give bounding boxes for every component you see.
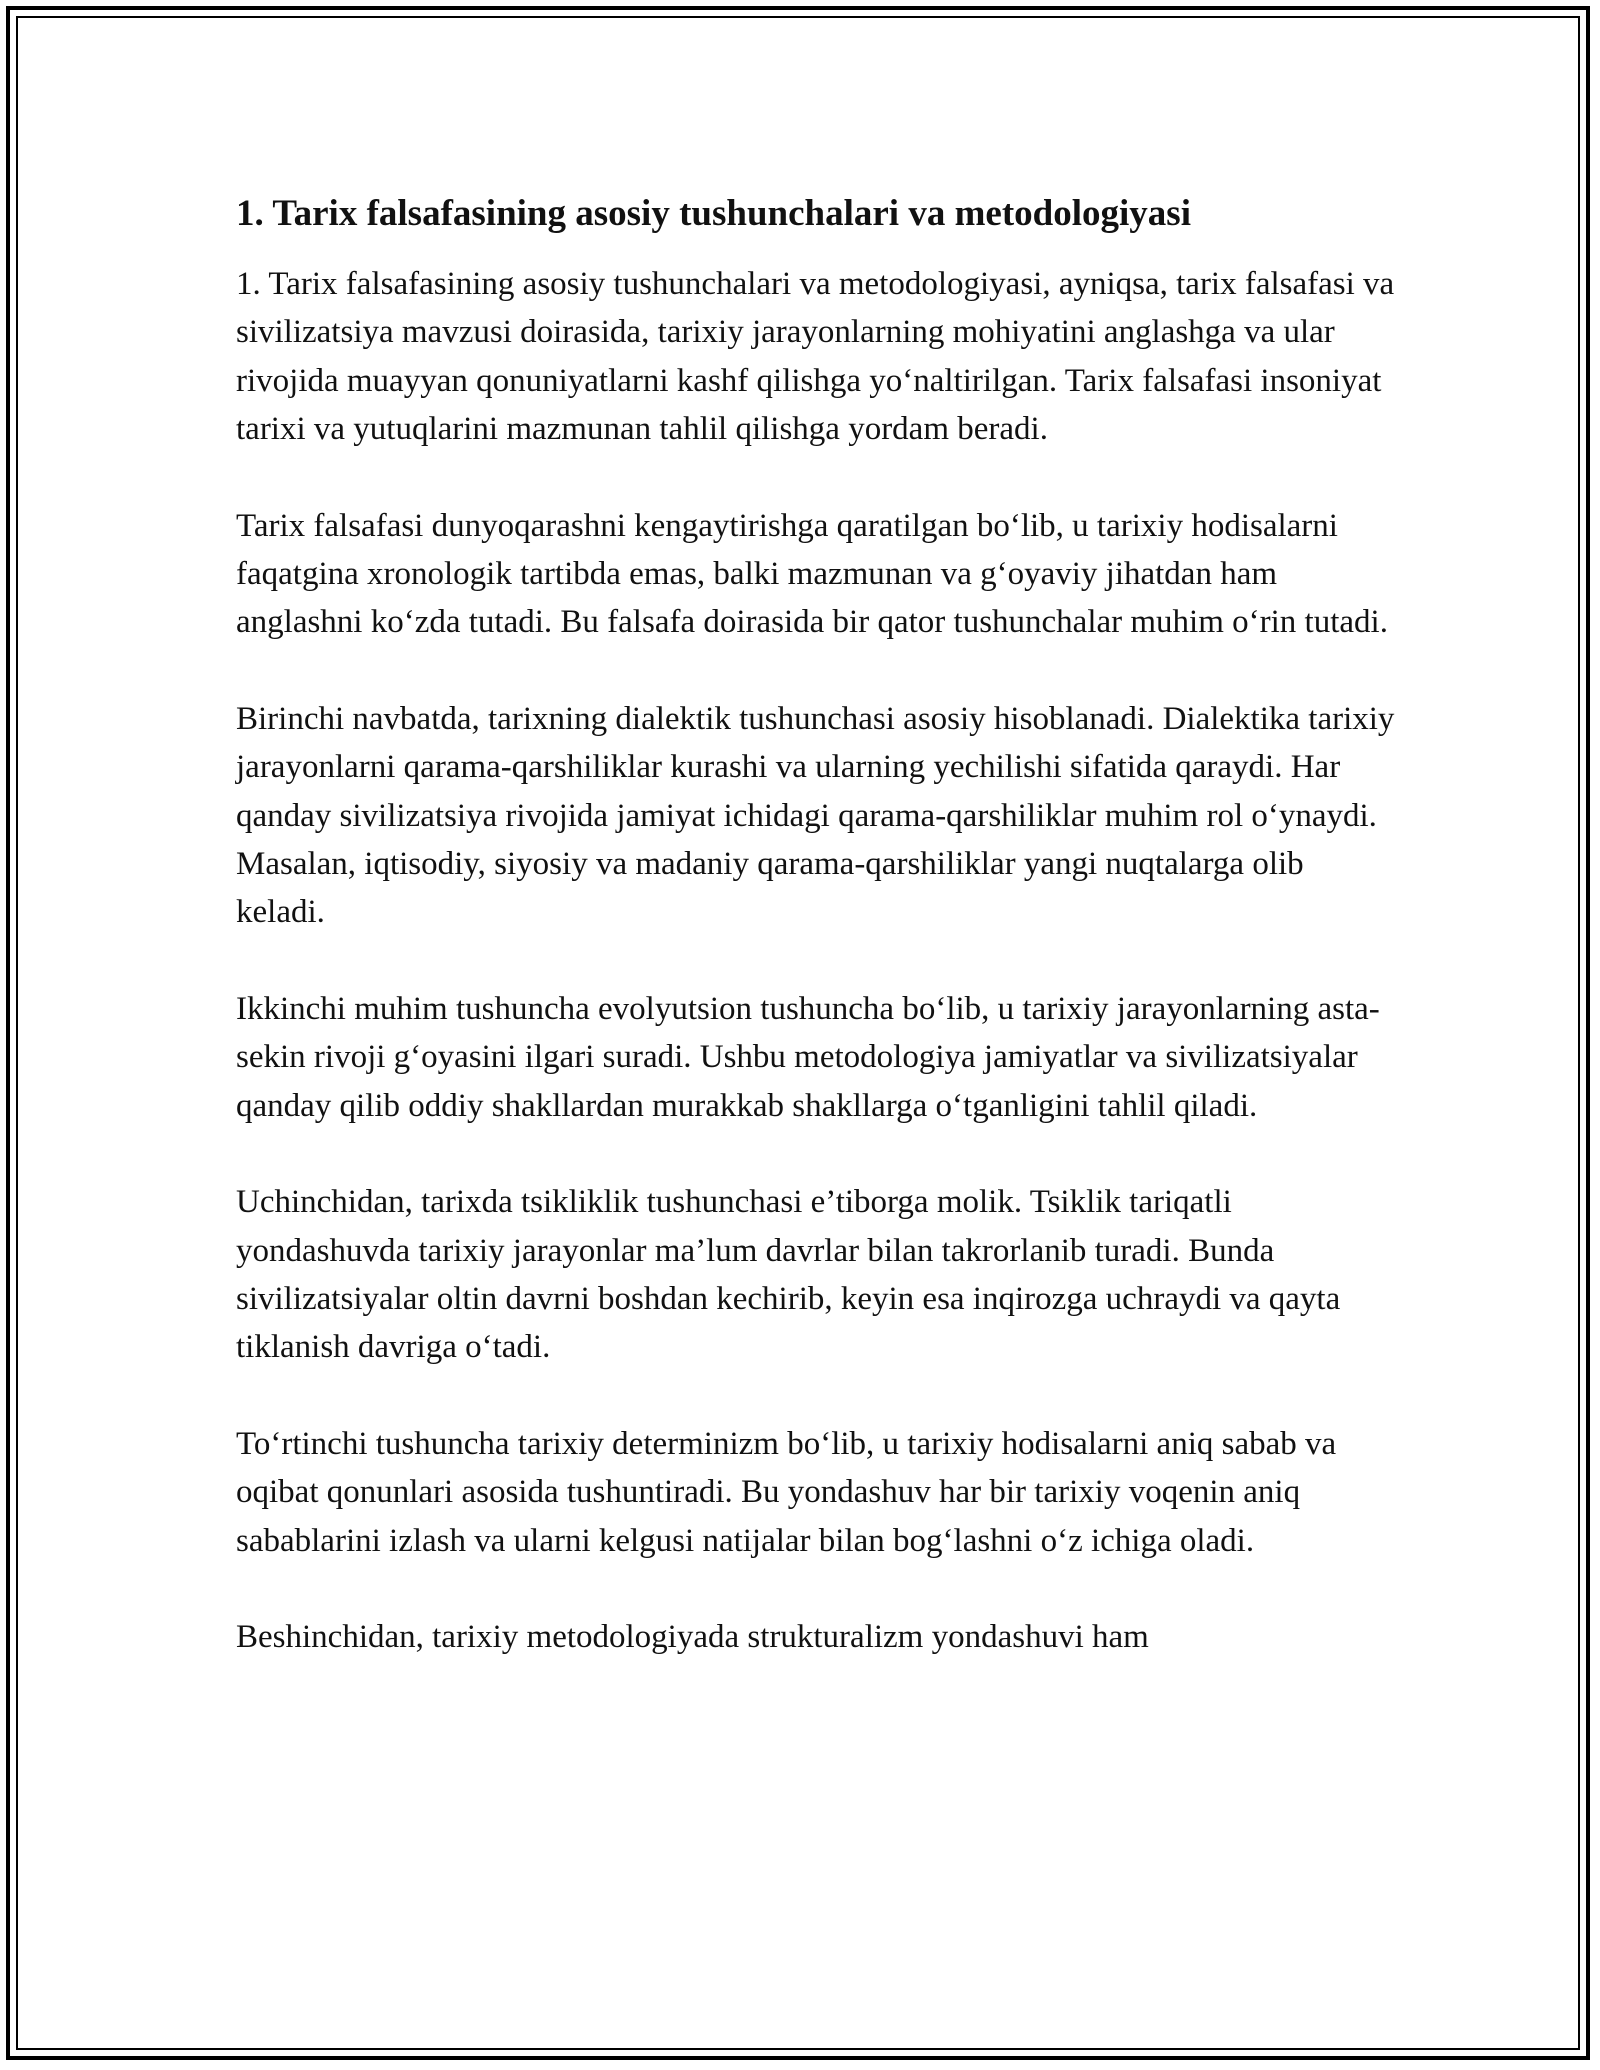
paragraph-5: Uchinchidan, tarixda tsikliklik tushunchasi e’tiborga molik. Tsiklik tariqatli yondashuvda tarixiy jarayonlar ma’lum davrlar bilan takrorlanib turadi. Bunda sivilizatsiyalar oltin davrni boshdan kechirib, keyin esa inqirozga uchraydi va qayta tiklanish davriga oʻtadi. (236, 1184, 1341, 1366)
paragraph-6: Toʻrtinchi tushuncha tarixiy determinizm boʻlib, u tarixiy hodisalarni aniq sabab va oqibat qonunlari asosida tushuntiradi. Bu yondashuv har bir tarixiy voqenin aniq sabablarini izlash va ularni kelgusi natijalar bilan bogʻlashni oʻz ichiga oladi. (236, 1425, 1337, 1559)
paragraph-7: Beshinchidan, tarixiy metodologiyada strukturalizm yondashuvi ham (236, 1618, 1149, 1655)
paragraph-1: 1. Tarix falsafasining asosiy tushunchalari va metodologiyasi, ayniqsa, tarix falsafasi va sivilizatsiya mavzusi doirasida, tarixiy jarayonlarning mohiyatini anglashga va ular rivojida muayyan qonuniyatlarni kashf qilishga yoʻnaltirilgan. Tarix falsafasi insoniyat tarixi va yutuqlarini mazmunan tahlil qilishga yordam beradi. (236, 266, 1395, 448)
document-page (236, 188, 1396, 1709)
paragraph-2: Tarix falsafasi dunyoqarashni kengaytirishga qaratilgan boʻlib, u tarixiy hodisalarni faqatgina xronologik tartibda emas, balki mazmunan va gʻoyaviy jihatdan ham anglashni koʻzda tutadi. Bu falsafa doirasida bir qator tushunchalar muhim oʻrin tutadi. (236, 507, 1388, 641)
section-title: 1. Tarix falsafasining asosiy tushunchalari va metodologiyasi (236, 193, 1191, 234)
paragraph-3: Birinchi navbatda, tarixning dialektik tushunchasi asosiy hisoblanadi. Dialektika tarixiy jarayonlarni qarama-qarshiliklar kurashi va ularning yechilishi sifatida qaraydi. Har qanday sivilizatsiya rivojida jamiyat ichidagi qarama-qarshiliklar muhim rol oʻynaydi. Masalan, iqtisodiy, siyosiy va madaniy qarama-qarshiliklar yangi nuqtalarga olib keladi. (236, 700, 1395, 931)
paragraph-4: Ikkinchi muhim tushuncha evolyutsion tushuncha boʻlib, u tarixiy jarayonlarning asta-sekin rivoji gʻoyasini ilgari suradi. Ushbu metodologiya jamiyatlar va sivilizatsiyalar qanday qilib oddiy shakllardan murakkab shakllarga oʻtganligini tahlil qiladi. (236, 990, 1380, 1124)
